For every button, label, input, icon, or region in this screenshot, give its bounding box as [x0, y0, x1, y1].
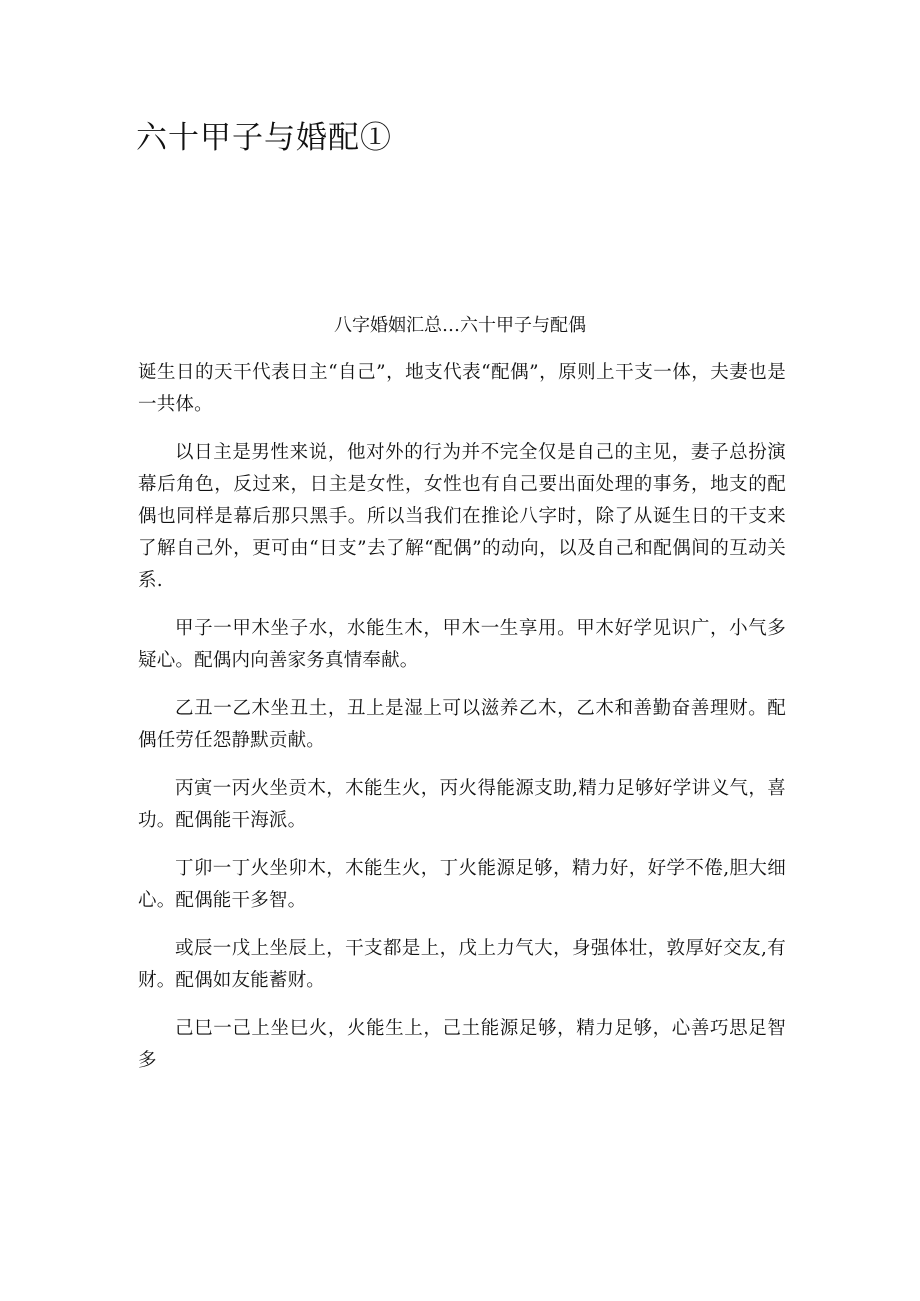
- paragraph-wuchen: 或辰一戊上坐辰上，干支都是上，戊上力气大，身强体壮，敦厚好交友,有财。配偶如友能蓄财。: [138, 938, 786, 991]
- document-subtitle: 八字婚姻汇总…六十甲子与配偶: [334, 315, 586, 336]
- paragraph-dingmao: 丁卯一丁火坐卯木，木能生火，丁火能源足够，精力好，好学不倦,胆大细心。配偶能干多智。: [138, 858, 786, 911]
- paragraph-bingyin: 丙寅一丙火坐贡木，木能生火，丙火得能源支助,精力足够好学讲义气，喜功。配偶能干海派。: [138, 778, 786, 831]
- paragraph-intro: 诞生日的天干代表日主“自己”，地支代表“配偶”，原则上干支一体，夫妻也是一共体。: [138, 362, 786, 415]
- paragraph-explanation: 以日主是男性来说，他对外的行为并不完全仅是自己的主见，妻子总扮演幕后角色，反过来，日主是女性，女性也有自己要出面处理的事务，地支的配偶也同样是幕后那只黑手。所以当我们在推论八字时，除了从诞生日的干支来了解自己外，更可由“日支”去了解“配偶”的动向，以及自己和配偶间的互动关系.: [138, 442, 786, 591]
- paragraph-jiazi: 甲子一甲木坐子水，水能生木，甲木一生享用。甲木好学见识广，小气多疑心。配偶内向善家务真情奉献。: [138, 618, 786, 671]
- document-title: 六十甲子与婚配①: [136, 120, 392, 156]
- paragraph-yichou: 乙丑一乙木坐丑土，丑上是湿上可以滋养乙木，乙木和善勤奋善理财。配偶任劳任怨静默贡献。: [138, 698, 786, 751]
- paragraph-jisi: 己巳一己上坐巳火，火能生上，己土能源足够，精力足够，心善巧思足智多: [138, 1018, 786, 1071]
- document-body: [138, 357, 786, 1093]
